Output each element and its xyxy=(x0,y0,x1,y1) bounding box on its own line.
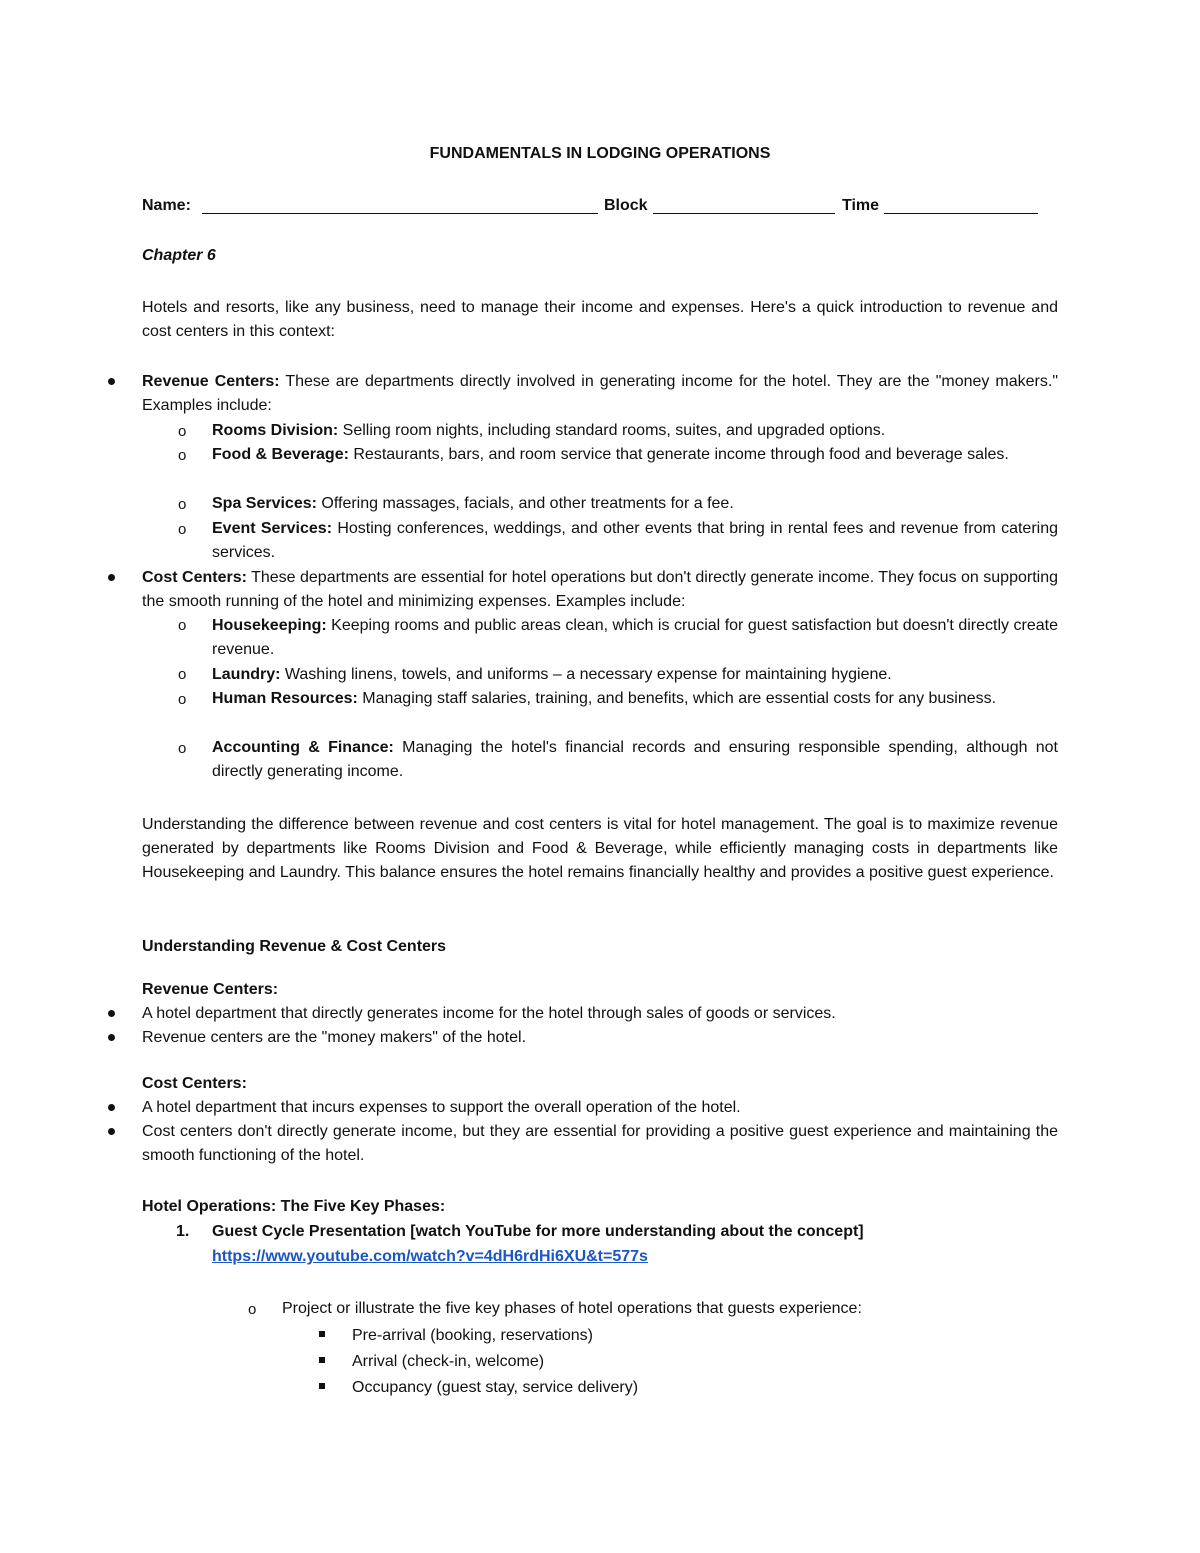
name-field-line[interactable] xyxy=(202,213,598,214)
square-bullet-icon xyxy=(319,1383,325,1389)
bullet-icon xyxy=(108,378,115,385)
phase-item: Pre-arrival (booking, reservations) xyxy=(352,1327,593,1344)
revenue-centers-label: Revenue Centers: xyxy=(142,373,280,390)
cost-centers-item xyxy=(142,566,1058,614)
cost-centers-text: These departments are essential for hotel operations but don't directly generate income. They focus on supporting the smooth running of the hotel and minimizing expenses. Examples include: xyxy=(142,569,1058,610)
block-label: Block xyxy=(604,197,648,214)
accounting-finance-item: Accounting & Finance: Managing the hotel's financial records and ensuring responsible spending, although not directly generating income. xyxy=(212,739,1059,780)
revenue-point: Revenue centers are the "money makers" of the hotel. xyxy=(142,1029,527,1046)
cost-centers-label: Cost Centers: xyxy=(142,569,247,586)
circle-bullet-icon: o xyxy=(178,740,187,757)
food-beverage-item: Food & Beverage: Restaurants, bars, and room service that generate income through food and beverage sales. xyxy=(212,446,1009,463)
spa-services-item: Spa Services: Offering massages, facials, and other treatments for a fee. xyxy=(212,495,734,512)
rooms-division-item: Rooms Division: Selling room nights, including standard rooms, suites, and upgraded options. xyxy=(212,422,886,439)
circle-bullet-icon: o xyxy=(248,1301,257,1318)
bullet-icon xyxy=(108,1128,115,1135)
intro-paragraph: Hotels and resorts, like any business, need to manage their income and expenses. Here's a quick introduction to revenue and cost centers in this context: xyxy=(142,299,1058,340)
bullet-icon xyxy=(108,574,115,581)
block-field-line[interactable] xyxy=(653,213,835,214)
name-label: Name: xyxy=(142,197,191,214)
event-services-item: Event Services: Hosting conferences, weddings, and other events that bring in rental fees and revenue from catering services. xyxy=(212,520,1058,561)
revenue-centers-heading: Revenue Centers: xyxy=(142,981,279,998)
revenue-centers-item xyxy=(142,370,1058,418)
bullet-icon xyxy=(108,1010,115,1017)
phases-intro: Project or illustrate the five key phases of hotel operations that guests experience: xyxy=(282,1300,862,1317)
circle-bullet-icon: o xyxy=(178,617,187,634)
section-heading: Understanding Revenue & Cost Centers xyxy=(142,938,447,955)
bullet-icon xyxy=(108,1104,115,1111)
circle-bullet-icon: o xyxy=(178,521,187,538)
revenue-centers-text: These are departments directly involved in generating income for the hotel. They are the "money makers." Examples include: xyxy=(142,373,1058,414)
cost-point: Cost centers don't directly generate income, but they are essential for providing a positive guest experience and maintaining the smooth functioning of the hotel. xyxy=(142,1123,1058,1164)
laundry-item: Laundry: Washing linens, towels, and uniforms – a necessary expense for maintaining hygiene. xyxy=(212,666,892,683)
phase-item: Occupancy (guest stay, service delivery) xyxy=(352,1379,639,1396)
human-resources-item: Human Resources: Managing staff salaries, training, and benefits, which are essential costs for any business. xyxy=(212,690,997,707)
youtube-link[interactable]: https://www.youtube.com/watch?v=4dH6rdHi6XU&t=577s xyxy=(212,1248,648,1265)
summary-paragraph: Understanding the difference between revenue and cost centers is vital for hotel management. The goal is to maximize revenue generated by departments like Rooms Division and Food & Beverage, while efficiently managing costs in departments like Housekeeping and Laundry. This balance ensures the hotel remains financially healthy and provides a positive guest experience. xyxy=(142,816,1058,881)
circle-bullet-icon: o xyxy=(178,691,187,708)
youtube-link-line xyxy=(212,1245,648,1269)
square-bullet-icon xyxy=(319,1357,325,1363)
guest-cycle-title: Guest Cycle Presentation [watch YouTube for more understanding about the concept] xyxy=(212,1223,864,1240)
circle-bullet-icon: o xyxy=(178,447,187,464)
time-field-line[interactable] xyxy=(884,213,1038,214)
housekeeping-item: Housekeeping: Keeping rooms and public areas clean, which is crucial for guest satisfaction but doesn't directly create revenue. xyxy=(212,617,1058,658)
chapter-heading: Chapter 6 xyxy=(142,247,216,264)
phase-item: Arrival (check-in, welcome) xyxy=(352,1353,545,1370)
cost-point: A hotel department that incurs expenses to support the overall operation of the hotel. xyxy=(142,1099,741,1116)
list-number: 1. xyxy=(176,1223,190,1240)
square-bullet-icon xyxy=(319,1331,325,1337)
bullet-icon xyxy=(108,1034,115,1041)
circle-bullet-icon: o xyxy=(178,423,187,440)
revenue-point: A hotel department that directly generates income for the hotel through sales of goods or services. xyxy=(142,1005,836,1022)
document-title: FUNDAMENTALS IN LODGING OPERATIONS xyxy=(429,145,771,162)
circle-bullet-icon: o xyxy=(178,666,187,683)
cost-centers-heading: Cost Centers: xyxy=(142,1075,247,1092)
section-heading: Hotel Operations: The Five Key Phases: xyxy=(142,1198,446,1215)
time-label: Time xyxy=(842,197,880,214)
circle-bullet-icon: o xyxy=(178,496,187,513)
